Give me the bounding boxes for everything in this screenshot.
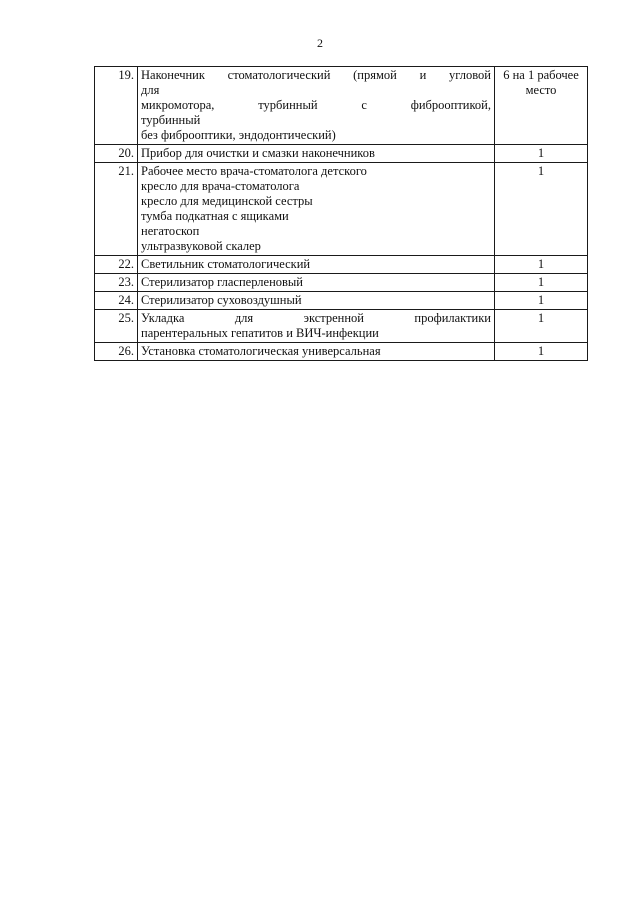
equipment-name (138, 310, 495, 343)
equipment-quantity: 1 (495, 145, 588, 163)
name-line: турбинный (141, 113, 201, 127)
page-number: 2 (317, 36, 323, 50)
table-row (95, 256, 588, 274)
table-row (95, 67, 588, 145)
equipment-table (94, 66, 588, 361)
equipment-name (138, 343, 495, 361)
table-row (95, 145, 588, 163)
name-line: для (141, 83, 160, 97)
equipment-quantity: 1 (495, 274, 588, 292)
name-line: без фиброоптики, эндодонтический) (141, 128, 336, 142)
name-line: Наконечник стоматологический (прямой и угловой (141, 68, 491, 82)
table-row (95, 343, 588, 361)
table-row (95, 163, 588, 256)
table-row (95, 274, 588, 292)
name-line: Установка стоматологическая универсальная (141, 344, 381, 358)
name-line: Светильник стоматологический (141, 257, 311, 271)
equipment-name (138, 274, 495, 292)
equipment-name (138, 145, 495, 163)
name-line: Стерилизатор суховоздушный (141, 293, 302, 307)
name-line: парентеральных гепатитов и ВИЧ-инфекции (141, 326, 379, 340)
row-number: 22. (95, 256, 138, 274)
equipment-quantity: 1 (495, 256, 588, 274)
row-number: 26. (95, 343, 138, 361)
equipment-quantity: 1 (495, 343, 588, 361)
equipment-name (138, 256, 495, 274)
equipment-quantity: 6 на 1 рабочее место (495, 67, 588, 145)
row-number: 25. (95, 310, 138, 343)
name-line: Рабочее место врача-стоматолога детского (141, 164, 367, 178)
equipment-quantity: 1 (495, 163, 588, 256)
equipment-name (138, 292, 495, 310)
row-number: 23. (95, 274, 138, 292)
equipment-name (138, 163, 495, 256)
name-line: тумба подкатная с ящиками (141, 209, 289, 223)
row-number: 21. (95, 163, 138, 256)
equipment-quantity: 1 (495, 292, 588, 310)
row-number: 20. (95, 145, 138, 163)
table-row (95, 292, 588, 310)
table-row (95, 310, 588, 343)
name-line: Прибор для очистки и смазки наконечников (141, 146, 375, 160)
name-line: Стерилизатор гласперленовый (141, 275, 303, 289)
name-line: Укладка для экстренной профилактики (141, 311, 491, 325)
equipment-name (138, 67, 495, 145)
name-line: негатоскоп (141, 224, 200, 238)
name-line: микромотора, турбинный с фиброоптикой, (141, 98, 491, 112)
row-number: 19. (95, 67, 138, 145)
name-line: ультразвуковой скалер (141, 239, 261, 253)
row-number: 24. (95, 292, 138, 310)
name-line: кресло для медицинской сестры (141, 194, 313, 208)
equipment-quantity: 1 (495, 310, 588, 343)
name-line: кресло для врача-стоматолога (141, 179, 300, 193)
